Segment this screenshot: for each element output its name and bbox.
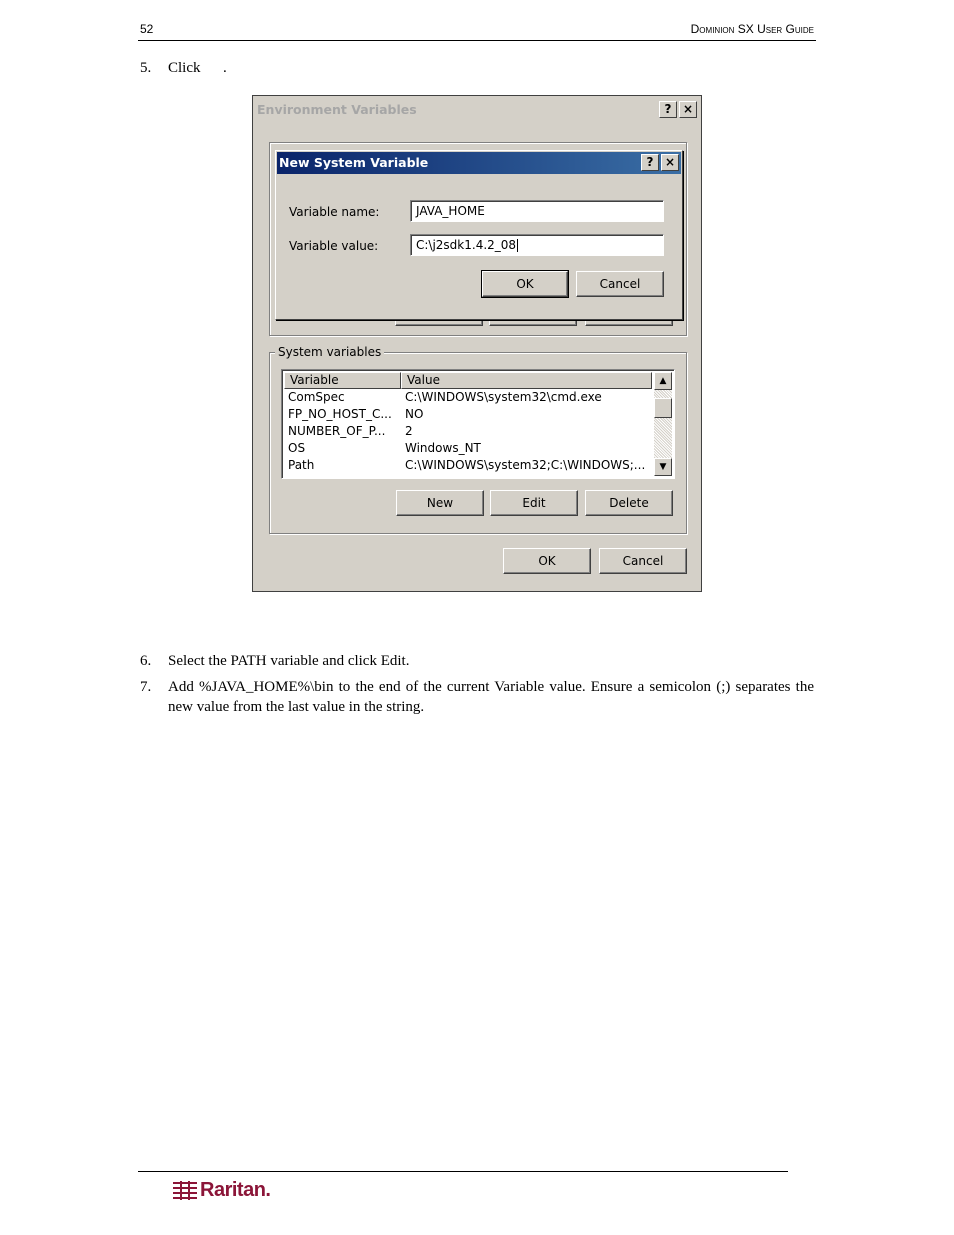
step-number: 7. — [140, 679, 152, 695]
raritan-logo-text: Raritan. — [200, 1179, 271, 1201]
env-cancel-button[interactable]: Cancel — [599, 548, 687, 574]
new-system-variable-dialog — [275, 150, 683, 320]
scroll-down-icon[interactable]: ▼ — [654, 458, 672, 476]
system-variables-list[interactable] — [281, 369, 675, 479]
header-rule — [138, 40, 816, 41]
new-var-title: New System Variable — [279, 155, 429, 170]
delete-button[interactable]: Delete — [585, 490, 673, 516]
column-header-variable[interactable]: Variable — [284, 372, 401, 389]
help-icon[interactable]: ? — [659, 101, 677, 118]
value-cell: Windows_NT — [405, 441, 481, 455]
scroll-thumb[interactable] — [654, 398, 672, 418]
new-button[interactable]: New — [396, 490, 484, 516]
step-number: 5. — [140, 60, 152, 76]
close-icon[interactable]: × — [661, 154, 679, 171]
env-dialog-titlebar — [255, 98, 699, 122]
variable-name-field[interactable] — [410, 200, 664, 222]
step-text: Add %JAVA_HOME%\bin to the end of the current Variable value. Ensure a semicolon (;) separates the new value from the last value in the string. — [168, 679, 814, 715]
system-variables-label: System variables — [275, 345, 384, 359]
value-cell: 2 — [405, 424, 413, 438]
step-text: Select the PATH variable and click Edit. — [168, 653, 410, 669]
ok-button[interactable]: OK — [482, 271, 568, 297]
variable-value-field[interactable] — [410, 234, 664, 256]
step-number: 6. — [140, 653, 152, 669]
step-text: Click . — [168, 60, 227, 76]
environment-variables-screenshot — [252, 95, 702, 592]
scroll-up-icon[interactable]: ▲ — [654, 372, 672, 390]
value-cell: C:\WINDOWS\system32;C:\WINDOWS;... — [405, 458, 646, 472]
value-cell: NO — [405, 407, 424, 421]
guide-title: Dominion SX User Guide — [690, 22, 814, 36]
variable-name-value: JAVA_HOME — [416, 204, 485, 218]
text-caret — [517, 239, 518, 252]
env-ok-button[interactable]: OK — [503, 548, 591, 574]
value-cell: C:\WINDOWS\system32\cmd.exe — [405, 390, 602, 404]
variable-cell: FP_NO_HOST_C... — [288, 407, 392, 421]
help-icon[interactable]: ? — [641, 154, 659, 171]
variable-cell: ComSpec — [288, 390, 345, 404]
close-icon[interactable]: × — [679, 101, 697, 118]
variable-cell: NUMBER_OF_P... — [288, 424, 386, 438]
env-dialog-title: Environment Variables — [257, 102, 417, 117]
column-header-value[interactable]: Value — [401, 372, 652, 389]
new-var-titlebar — [277, 152, 681, 174]
cancel-button[interactable]: Cancel — [576, 271, 664, 297]
variable-cell: OS — [288, 441, 306, 455]
variable-cell: Path — [288, 458, 315, 472]
variable-value-value: C:\j2sdk1.4.2_08 — [416, 238, 517, 252]
variable-name-label: Variable name: — [289, 205, 380, 219]
footer-rule — [138, 1171, 788, 1172]
vertical-scrollbar[interactable] — [654, 372, 672, 476]
raritan-logo-icon — [172, 1179, 198, 1201]
variable-value-label: Variable value: — [289, 239, 379, 253]
edit-button[interactable]: Edit — [490, 490, 578, 516]
raritan-logo — [172, 1179, 271, 1203]
page-number: 52 — [140, 22, 154, 36]
